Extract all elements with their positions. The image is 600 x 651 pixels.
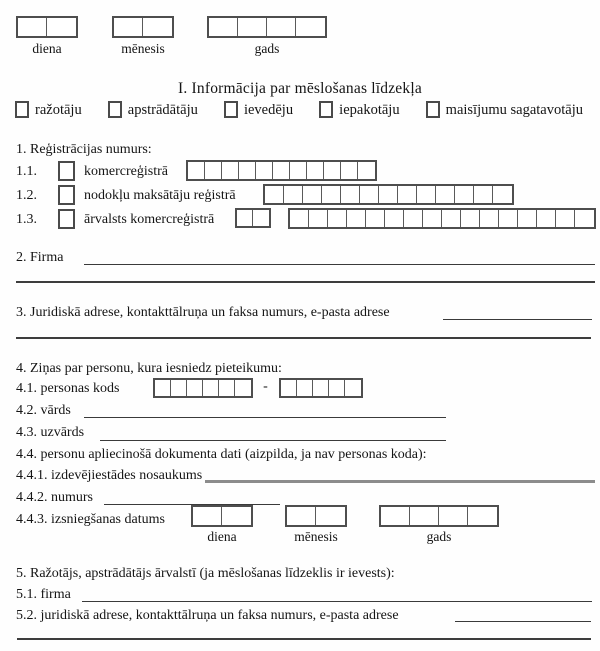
digit-cell[interactable]	[398, 186, 417, 203]
digit-cell[interactable]	[341, 162, 358, 179]
checkbox-iepakotaju[interactable]	[319, 101, 333, 118]
section3-label: 3. Juridiskā adrese, kontakttālruņa un faksa numurs, e-pasta adrese	[16, 305, 390, 320]
digit-cell[interactable]	[267, 18, 296, 36]
digit-cell[interactable]	[322, 186, 341, 203]
digit-cell[interactable]	[358, 162, 375, 179]
top-date-day-label: diena	[32, 41, 62, 56]
digit-cell[interactable]	[290, 162, 307, 179]
digit-cell[interactable]	[143, 18, 172, 36]
digit-cell[interactable]	[222, 162, 239, 179]
comb-nodoklu-registra	[263, 184, 514, 205]
digit-cell[interactable]	[404, 210, 423, 227]
digit-cell[interactable]	[209, 18, 238, 36]
role-checkbox-row	[15, 101, 583, 118]
row-4-4-1-label: 4.4.1. izdevējiestādes nosaukums	[16, 468, 203, 483]
digit-cell[interactable]	[417, 186, 436, 203]
role-option-apstradataju	[108, 101, 198, 118]
digit-cell[interactable]	[203, 380, 219, 396]
digit-cell[interactable]	[360, 186, 379, 203]
top-date-year-comb	[207, 16, 327, 38]
digit-cell[interactable]	[499, 210, 518, 227]
digit-cell[interactable]	[575, 210, 594, 227]
top-date-year-label: gads	[254, 41, 280, 56]
digit-cell[interactable]	[303, 186, 322, 203]
digit-cell[interactable]	[187, 380, 203, 396]
personas-kods-separator: -	[263, 379, 268, 394]
digit-cell[interactable]	[205, 162, 222, 179]
digit-cell[interactable]	[253, 210, 269, 226]
checkbox-nodoklu-registra[interactable]	[58, 185, 75, 205]
uzvards-input-line[interactable]	[100, 440, 446, 441]
section2-label: 2. Firma	[16, 250, 64, 265]
row-1-3-label: ārvalsts komercreģistrā	[84, 212, 215, 227]
checkbox-komercregistra[interactable]	[58, 161, 75, 181]
digit-cell[interactable]	[18, 18, 47, 36]
row-5-1-label: 5.1. firma	[16, 587, 71, 602]
digit-cell[interactable]	[297, 380, 313, 396]
digit-cell[interactable]	[385, 210, 404, 227]
digit-cell[interactable]	[290, 210, 309, 227]
row-5-2-label: 5.2. juridiskā adrese, kontakttālruņa un faksa numurs, e-pasta adrese	[16, 608, 399, 623]
digit-cell[interactable]	[329, 380, 345, 396]
comb-personas-kods-b	[279, 378, 363, 398]
section5-heading: 5. Ražotājs, apstrādātājs ārvalstī (ja mēslošanas līdzeklis ir ievests):	[16, 566, 395, 581]
row-1-1-number: 1.1.	[16, 164, 37, 179]
row-4-4-3-label: 4.4.3. izsniegšanas datums	[16, 512, 165, 527]
digit-cell[interactable]	[493, 186, 512, 203]
top-date-day-comb	[16, 16, 78, 38]
digit-cell[interactable]	[171, 380, 187, 396]
digit-cell[interactable]	[328, 210, 347, 227]
izsniegsanas-month-comb	[285, 505, 347, 527]
digit-cell[interactable]	[366, 210, 385, 227]
digit-cell[interactable]	[193, 507, 222, 525]
digit-cell[interactable]	[468, 507, 497, 525]
checkbox-apstradataju[interactable]	[108, 101, 122, 118]
checkbox-arvalsts-komercregistra[interactable]	[58, 209, 75, 229]
digit-cell[interactable]	[155, 380, 171, 396]
digit-cell[interactable]	[316, 507, 345, 525]
digit-cell[interactable]	[556, 210, 575, 227]
digit-cell[interactable]	[219, 380, 235, 396]
digit-cell[interactable]	[265, 186, 284, 203]
digit-cell[interactable]	[480, 210, 499, 227]
section1-heading: 1. Reģistrācijas numurs:	[16, 142, 152, 157]
row-4-4-label: 4.4. personu apliecinošā dokumenta dati (aizpilda, ja nav personas koda):	[16, 447, 427, 462]
row-1-3-number: 1.3.	[16, 212, 37, 227]
digit-cell[interactable]	[222, 507, 251, 525]
firma-input-line-1[interactable]	[84, 264, 595, 265]
top-date-month-comb	[112, 16, 174, 38]
digit-cell[interactable]	[309, 210, 328, 227]
comb-arvalsts-country	[235, 208, 271, 228]
section4-heading: 4. Ziņas par personu, kura iesniedz pieteikumu:	[16, 361, 282, 376]
digit-cell[interactable]	[47, 18, 76, 36]
izsniegsanas-month-label: mēnesis	[294, 529, 338, 544]
role-label-ievedeju: ievedēju	[243, 101, 294, 118]
digit-cell[interactable]	[537, 210, 556, 227]
row-1-1-label: komercreģistrā	[84, 164, 168, 179]
arvalsts-firma-input-line[interactable]	[82, 601, 592, 602]
row-1-2-label: nodokļu maksātāju reģistrā	[84, 188, 236, 203]
izsniegsanas-year-label: gads	[426, 529, 452, 544]
row-4-4-2-label: 4.4.2. numurs	[16, 490, 93, 505]
digit-cell[interactable]	[461, 210, 480, 227]
checkbox-maisijumu-sagatavotaju[interactable]	[426, 101, 440, 118]
row-1-2-number: 1.2.	[16, 188, 37, 203]
digit-cell[interactable]	[313, 380, 329, 396]
digit-cell[interactable]	[379, 186, 398, 203]
role-label-apstradataju: apstrādātāju	[127, 101, 198, 118]
vards-input-line[interactable]	[84, 417, 446, 418]
digit-cell[interactable]	[474, 186, 493, 203]
role-label-maisijumu: maisījumu sagatavotāju	[445, 101, 583, 118]
digit-cell[interactable]	[188, 162, 205, 179]
checkbox-ievedeju[interactable]	[224, 101, 238, 118]
digit-cell[interactable]	[287, 507, 316, 525]
digit-cell[interactable]	[324, 162, 341, 179]
digit-cell[interactable]	[238, 18, 267, 36]
digit-cell[interactable]	[345, 380, 361, 396]
page-title: I. Informācija par mēslošanas līdzekļa	[178, 80, 422, 97]
comb-komercregistra	[186, 160, 377, 181]
role-option-ievedeju	[224, 101, 293, 118]
row-4-1-label: 4.1. personas kods	[16, 381, 120, 396]
digit-cell[interactable]	[439, 507, 468, 525]
digit-cell[interactable]	[341, 186, 360, 203]
digit-cell[interactable]	[410, 507, 439, 525]
izsniegsanas-year-comb	[379, 505, 499, 527]
digit-cell[interactable]	[307, 162, 324, 179]
digit-cell[interactable]	[442, 210, 461, 227]
digit-cell[interactable]	[455, 186, 474, 203]
digit-cell[interactable]	[284, 186, 303, 203]
role-option-razotaju	[15, 101, 82, 118]
digit-cell[interactable]	[518, 210, 537, 227]
top-date-month-label: mēnesis	[121, 41, 165, 56]
digit-cell[interactable]	[273, 162, 290, 179]
arvalsts-adrese-input-line-1[interactable]	[455, 621, 591, 622]
izsniegsanas-day-label: diena	[207, 529, 237, 544]
adrese-input-line-2[interactable]	[16, 337, 591, 339]
digit-cell[interactable]	[436, 186, 455, 203]
digit-cell[interactable]	[114, 18, 143, 36]
row-4-3-label: 4.3. uzvārds	[16, 425, 85, 440]
role-option-iepakotaju	[319, 101, 399, 118]
digit-cell[interactable]	[239, 162, 256, 179]
role-label-razotaju: ražotāju	[35, 101, 82, 118]
role-option-maisijumu	[426, 101, 583, 118]
comb-personas-kods-a	[153, 378, 253, 398]
digit-cell[interactable]	[381, 507, 410, 525]
comb-arvalsts-number	[288, 208, 596, 229]
digit-cell[interactable]	[235, 380, 251, 396]
firma-input-line-2[interactable]	[16, 281, 595, 283]
digit-cell[interactable]	[237, 210, 253, 226]
arvalsts-adrese-input-line-2[interactable]	[17, 638, 591, 640]
checkbox-razotaju[interactable]	[15, 101, 29, 118]
izsniegsanas-day-comb	[191, 505, 253, 527]
adrese-input-line-1[interactable]	[443, 319, 592, 320]
row-4-2-label: 4.2. vārds	[16, 403, 71, 418]
digit-cell[interactable]	[256, 162, 273, 179]
digit-cell[interactable]	[423, 210, 442, 227]
role-label-iepakotaju: iepakotāju	[339, 101, 400, 118]
digit-cell[interactable]	[347, 210, 366, 227]
digit-cell[interactable]	[281, 380, 297, 396]
izdevejiestade-input-line[interactable]	[205, 480, 595, 483]
digit-cell[interactable]	[296, 18, 325, 36]
